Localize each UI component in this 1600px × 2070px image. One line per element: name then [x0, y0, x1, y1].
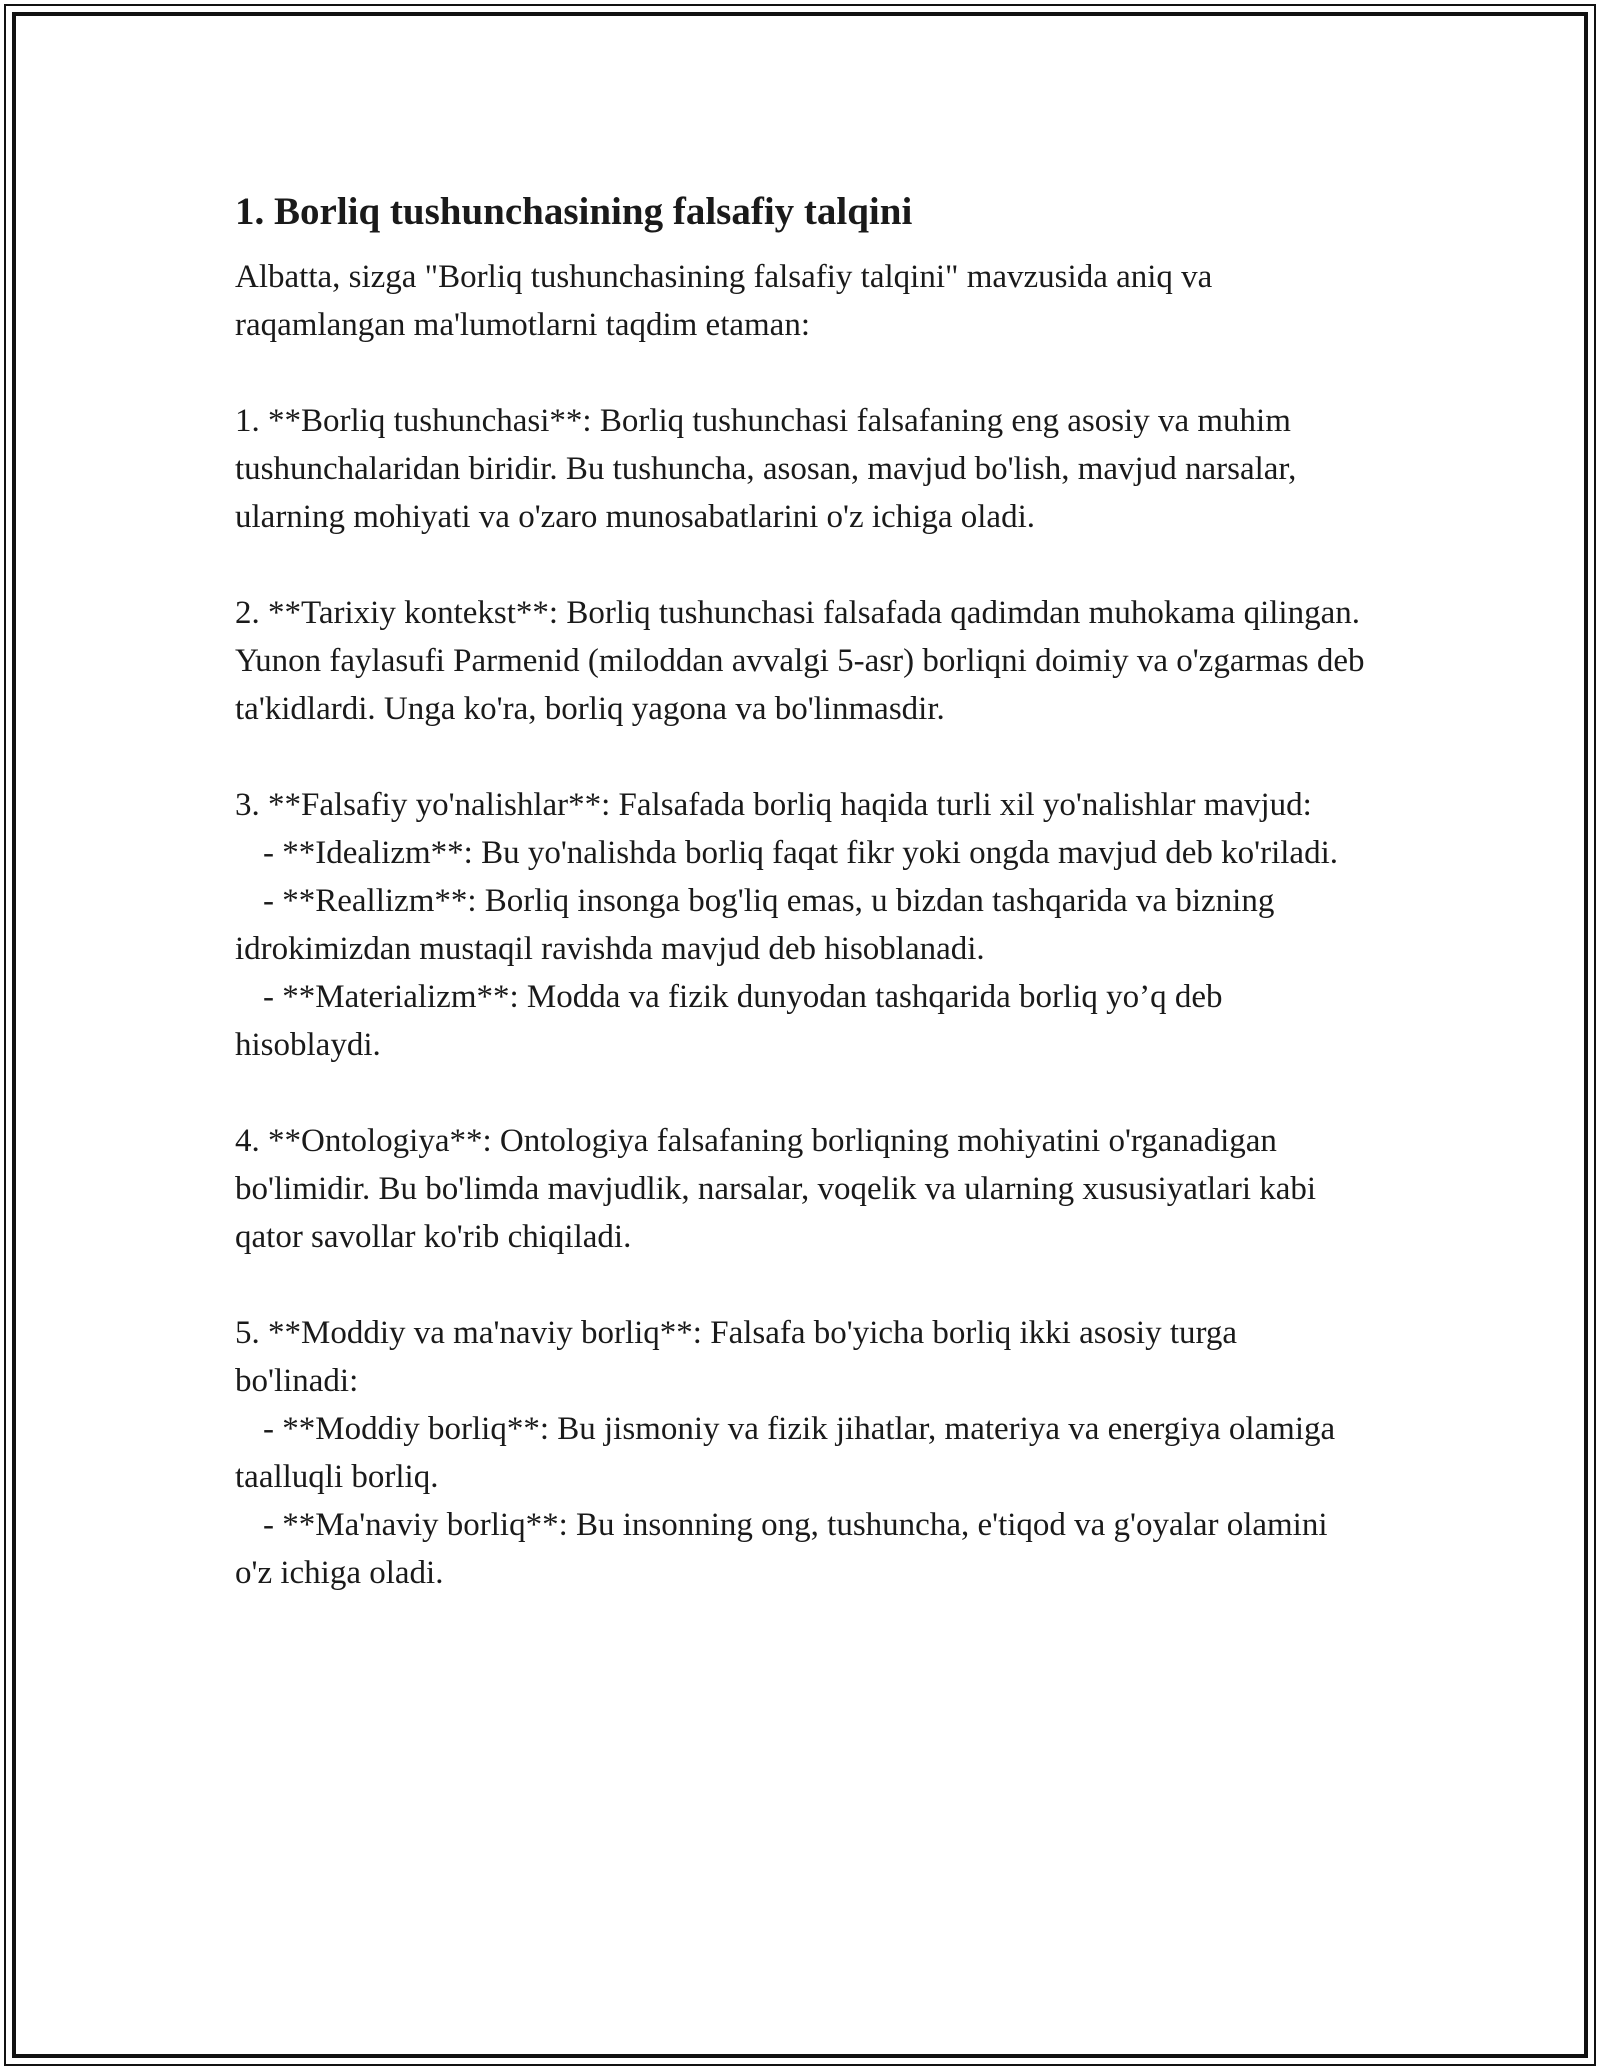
section-text: 3. **Falsafiy yo'nalishlar**: Falsafada borliq haqida turli xil yo'nalishlar mavjud:: [235, 787, 1312, 823]
list-item-text: - **Idealizm**: Bu yo'nalishda borliq faqat fikr yoki ongda mavjud deb ko'riladi.: [263, 835, 1338, 871]
section-text: 1. **Borliq tushunchasi**: Borliq tushunchasi falsafaning eng asosiy va muhim tushunchalaridan biridir. Bu tushuncha, asosan, mavjud bo'lish, mavjud narsalar, ularning mohiyati va o'zaro munosabatlarini o'z ichiga oladi.: [235, 403, 1297, 535]
list-item-materializm: [235, 973, 1365, 1069]
list-item-idealizm: [235, 829, 1365, 877]
section-moddiy-manaviy: [235, 1309, 1365, 1597]
list-item-text: - **Moddiy borliq**: Bu jismoniy va fizik jihatlar, materiya va energiya olamiga taalluqli borliq.: [235, 1411, 1336, 1495]
section-text: 4. **Ontologiya**: Ontologiya falsafaning borliqning mohiyatini o'rganadigan bo'limidir. Bu bo'limda mavjudlik, narsalar, voqelik va ularning xususiyatlari kabi qator savollar ko'rib chiqiladi.: [235, 1123, 1317, 1255]
list-item-manaviy-borliq: [235, 1501, 1365, 1597]
list-item-text: - **Materializm**: Modda va fizik dunyodan tashqarida borliq yo’q deb hisoblaydi.: [235, 979, 1223, 1063]
document-body: [235, 188, 1365, 1597]
section-ontologiya: [235, 1117, 1365, 1261]
section-text: 5. **Moddiy va ma'naviy borliq**: Falsafa bo'yicha borliq ikki asosiy turga bo'linadi:: [235, 1315, 1238, 1399]
list-item-reallizm: [235, 877, 1365, 973]
list-item-text: - **Reallizm**: Borliq insonga bog'liq emas, u bizdan tashqarida va bizning idrokimizdan mustaqil ravishda mavjud deb hisoblanadi.: [235, 883, 1275, 967]
section-borliq-tushunchasi: [235, 397, 1365, 541]
list-item-moddiy-borliq: [235, 1405, 1365, 1501]
section-falsafiy-yonalishlar: [235, 781, 1365, 1069]
intro-paragraph: Albatta, sizga "Borliq tushunchasining falsafiy talqini" mavzusida aniq va raqamlangan ma'lumotlarni taqdim etaman:: [235, 259, 1213, 343]
document-title: 1. Borliq tushunchasining falsafiy talqini: [235, 190, 913, 233]
list-item-text: - **Ma'naviy borliq**: Bu insonning ong, tushuncha, e'tiqod va g'oyalar olamini o'z ichiga oladi.: [235, 1507, 1328, 1591]
section-tarixiy-kontekst: [235, 589, 1365, 733]
section-text: 2. **Tarixiy kontekst**: Borliq tushunchasi falsafada qadimdan muhokama qilingan. Yunon faylasufi Parmenid (miloddan avvalgi 5-asr) borliqni doimiy va o'zgarmas deb ta'kidlardi. Unga ko'ra, borliq yagona va bo'linmasdir.: [235, 595, 1365, 727]
